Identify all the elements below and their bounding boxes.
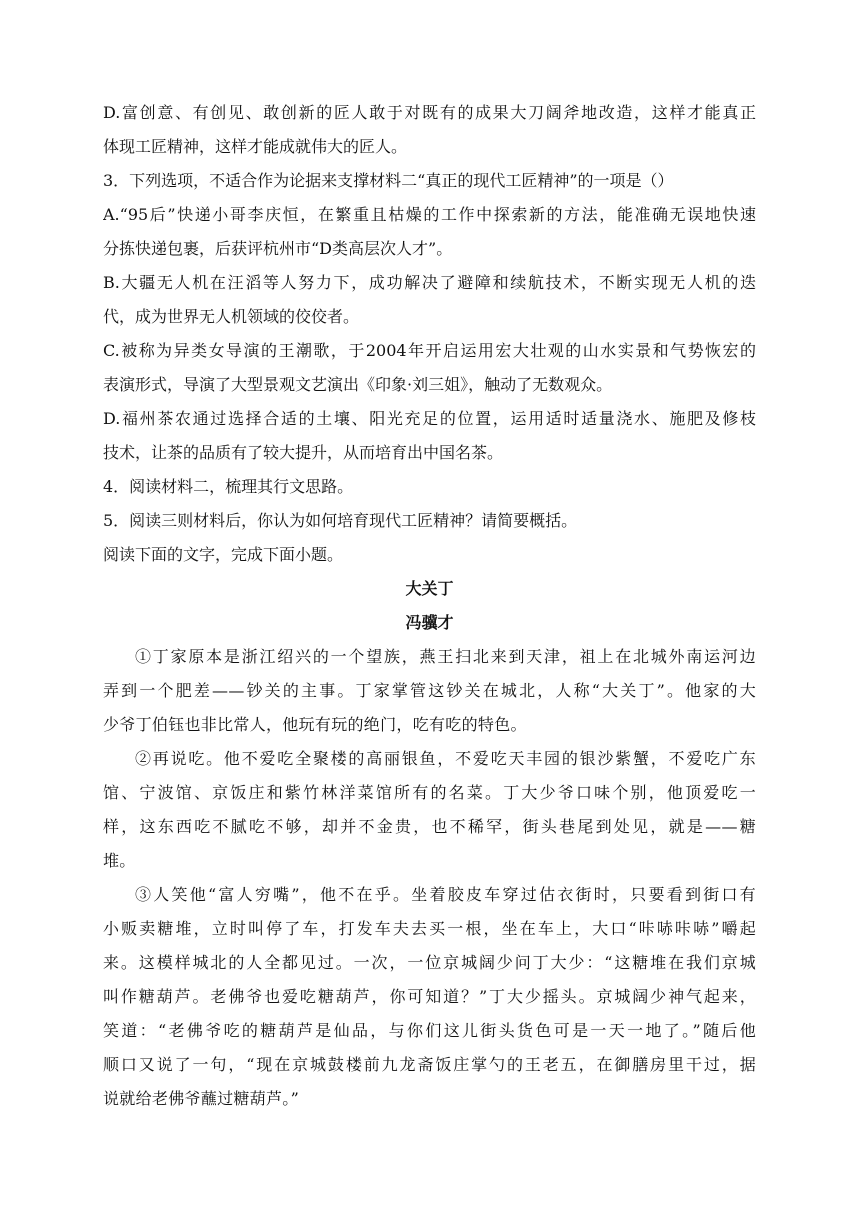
option-d-line-2: 体现工匠精神，这样才能成就伟大的匠人。: [103, 137, 408, 156]
story-paragraph-1-line-3: 少爷丁伯钰也非比常人，他玩有玩的绝门，吃有吃的特色。: [103, 715, 527, 734]
option-c-line-2: 表演形式，导演了大型景观文艺演出《印象·刘三姐》，触动了无数观众。: [103, 375, 613, 394]
story-paragraph-3-line-2: 小贩卖糖堆，立时叫停了车，打发车夫去买一根，坐在车上，大口“咔哧咔哧”嚼起: [103, 919, 756, 938]
option-d2-line-1: D.福州茶农通过选择合适的土壤、阳光充足的位置，运用适时适量浇水、施肥及修枝: [103, 409, 756, 428]
question-4: 4．阅读材料二，梳理其行文思路。: [103, 477, 354, 496]
option-d2-line-2: 技术，让茶的品质有了较大提升，从而培育出中国名茶。: [103, 443, 504, 462]
page-content: [103, 96, 756, 1116]
story-paragraph-2-line-1: ②再说吃。他不爱吃全聚楼的高丽银鱼，不爱吃天丰园的银沙紫蟹，不爱吃广东: [135, 749, 756, 768]
option-b-line-1: B.大疆无人机在汪滔等人努力下，成功解决了避障和续航技术，不断实现无人机的迭: [103, 273, 756, 292]
story-paragraph-3-line-6: 顺口又说了一句，“现在京城鼓楼前九龙斋饭庄掌勺的王老五，在御膳房里干过，据: [103, 1055, 756, 1074]
story-paragraph-3-line-4: 叫作糖葫芦。老佛爷也爱吃糖葫芦，你可知道？”丁大少摇头。京城阔少神气起来，: [103, 987, 756, 1006]
option-b-line-2: 代，成为世界无人机领域的佼佼者。: [103, 307, 360, 326]
option-c-line-1: C.被称为异类女导演的王潮歌，于2004年开启运用宏大壮观的山水实景和气势恢宏的: [103, 341, 756, 360]
option-a-line-2: 分拣快递包裹，后获评杭州市“D类高层次人才”。: [103, 239, 453, 258]
reading-instruction: 阅读下面的文字，完成下面小题。: [103, 545, 344, 564]
story-paragraph-1-line-2: 弄到一个肥差——钞关的主事。丁家掌管这钞关在城北，人称“大关丁”。他家的大: [103, 681, 756, 700]
question-5: 5．阅读三则材料后，你认为如何培育现代工匠精神？请简要概括。: [103, 511, 578, 530]
story-title: 大关丁: [405, 579, 454, 598]
story-author: 冯骥才: [405, 613, 454, 632]
story-paragraph-3-line-7: 说就给老佛爷蘸过糖葫芦。”: [103, 1089, 300, 1108]
option-a-line-1: A.“95后”快递小哥李庆恒，在繁重且枯燥的工作中探索新的方法，能准确无误地快速: [103, 205, 756, 224]
story-paragraph-3-line-3: 来。这模样城北的人全都见过。一次，一位京城阔少问丁大少：“这糖堆在我们京城: [103, 953, 756, 972]
option-d-line-1: D.富创意、有创见、敢创新的匠人敢于对既有的成果大刀阔斧地改造，这样才能真正: [103, 103, 756, 122]
story-paragraph-1-line-1: ①丁家原本是浙江绍兴的一个望族，燕王扫北来到天津，祖上在北城外南运河边: [135, 647, 756, 666]
story-paragraph-2-line-4: 堆。: [103, 851, 136, 870]
question-3: 3．下列选项，不适合作为论据来支撑材料二“真正的现代工匠精神”的一项是（）: [103, 171, 674, 190]
story-paragraph-3-line-1: ③人笑他“富人穷嘴”，他不在乎。坐着胶皮车穿过估衣街时，只要看到街口有: [135, 885, 756, 904]
story-paragraph-2-line-2: 馆、宁波馆、京饭庄和紫竹林洋菜馆所有的名菜。丁大少爷口味个别，他顶爱吃一: [103, 783, 756, 802]
story-paragraph-3-line-5: 笑道：“老佛爷吃的糖葫芦是仙品，与你们这儿街头货色可是一天一地了。”随后他: [103, 1021, 756, 1040]
story-paragraph-2-line-3: 样，这东西吃不腻吃不够，却并不金贵，也不稀罕，街头巷尾到处见，就是——糖: [103, 817, 756, 836]
